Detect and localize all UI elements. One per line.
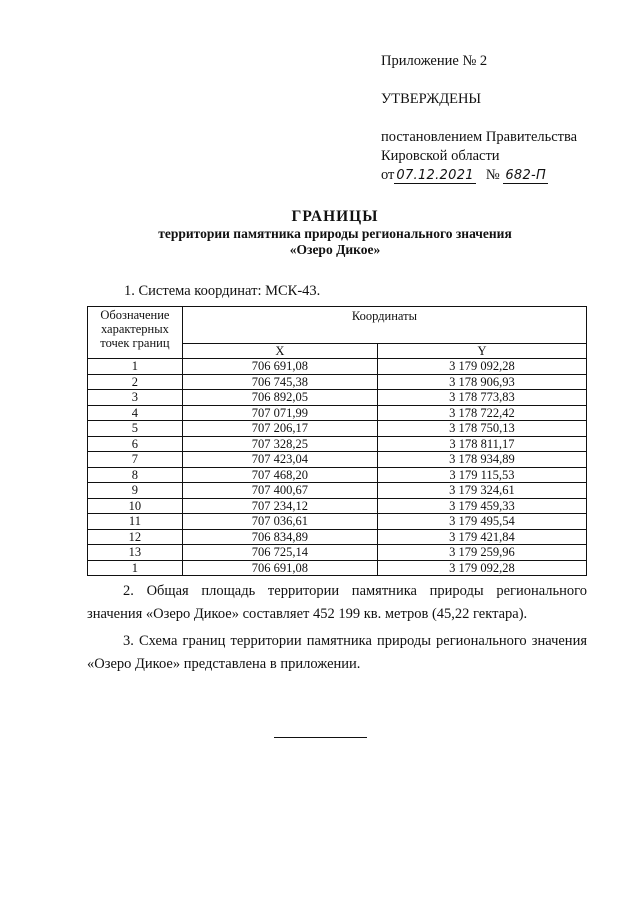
cell-x: 706 691,08 [182, 359, 377, 375]
decree-date-line [381, 166, 621, 185]
approved-label: УТВЕРЖДЕНЫ [381, 91, 482, 107]
cell-y: 3 178 773,83 [377, 390, 586, 406]
cell-x: 707 206,17 [182, 421, 377, 437]
scheme-paragraph: 3. Схема границ территории памятника природы регионального значения «Озеро Дикое» представлена в приложении. [87, 633, 587, 672]
x-header: X [182, 344, 377, 359]
cell-point: 10 [88, 498, 183, 514]
table-row [88, 452, 587, 468]
y-header: Y [377, 344, 586, 359]
cell-point: 9 [88, 483, 183, 499]
cell-x: 706 834,89 [182, 529, 377, 545]
point-label-header-line-3: точек границ [100, 336, 170, 350]
approval-header [381, 52, 621, 185]
decree-date: 07.12.2021 [396, 168, 474, 183]
cell-y: 3 179 421,84 [377, 529, 586, 545]
table-row [88, 359, 587, 375]
table-row [88, 390, 587, 406]
cell-point: 4 [88, 405, 183, 421]
title-line-3: «Озеро Дикое» [289, 242, 381, 257]
table-row [88, 498, 587, 514]
appendix-label: Приложение № 2 [381, 53, 488, 69]
end-divider [274, 737, 367, 738]
area-paragraph: 2. Общая площадь территории памятника природы регионального значения «Озеро Дикое» составляет 452 199 кв. метров (45,22 гектара). [87, 583, 587, 622]
cell-point: 5 [88, 421, 183, 437]
decree-number: 682-П [505, 168, 547, 183]
cell-y: 3 178 811,17 [377, 436, 586, 452]
cell-y: 3 178 934,89 [377, 452, 586, 468]
cell-y: 3 179 495,54 [377, 514, 586, 530]
point-label-header-line-1: Обозначение [100, 308, 170, 322]
cell-point: 6 [88, 436, 183, 452]
title-line-2: территории памятника природы регионального значения [158, 226, 512, 241]
cell-x: 707 234,12 [182, 498, 377, 514]
date-prefix: от [381, 167, 395, 183]
document-title [60, 208, 610, 258]
table-row [88, 421, 587, 437]
table-row [88, 374, 587, 390]
table-row [88, 529, 587, 545]
cell-point: 13 [88, 545, 183, 561]
cell-y: 3 178 906,93 [377, 374, 586, 390]
cell-y: 3 178 750,13 [377, 421, 586, 437]
cell-point: 7 [88, 452, 183, 468]
cell-point: 8 [88, 467, 183, 483]
number-prefix: № [485, 167, 500, 183]
cell-x: 707 423,04 [182, 452, 377, 468]
table-row [88, 545, 587, 561]
cell-point: 2 [88, 374, 183, 390]
cell-point: 11 [88, 514, 183, 530]
coordinate-system: 1. Система координат: МСК-43. [124, 283, 321, 299]
cell-y: 3 179 092,28 [377, 359, 586, 375]
cell-y: 3 179 459,33 [377, 498, 586, 514]
cell-x: 707 071,99 [182, 405, 377, 421]
table-row [88, 560, 587, 576]
point-label-header-line-2: характерных [100, 322, 169, 336]
table-row [88, 436, 587, 452]
point-label-header [88, 307, 183, 359]
cell-y: 3 179 115,53 [377, 467, 586, 483]
cell-x: 707 036,61 [182, 514, 377, 530]
title-main: ГРАНИЦЫ [291, 208, 379, 225]
cell-x: 706 691,08 [182, 560, 377, 576]
cell-point: 1 [88, 560, 183, 576]
cell-point: 3 [88, 390, 183, 406]
decree-line-1: постановлением Правительства [381, 129, 578, 145]
cell-x: 707 328,25 [182, 436, 377, 452]
coordinates-header: Координаты [182, 307, 586, 344]
cell-x: 706 745,38 [182, 374, 377, 390]
cell-x: 706 725,14 [182, 545, 377, 561]
table-row [88, 483, 587, 499]
decree-line-2: Кировской области [381, 148, 500, 164]
coordinates-body [88, 359, 587, 576]
cell-point: 1 [88, 359, 183, 375]
coordinates-table [87, 306, 587, 576]
cell-y: 3 179 324,61 [377, 483, 586, 499]
cell-y: 3 179 092,28 [377, 560, 586, 576]
cell-point: 12 [88, 529, 183, 545]
cell-y: 3 179 259,96 [377, 545, 586, 561]
table-row [88, 467, 587, 483]
table-row [88, 514, 587, 530]
cell-x: 707 400,67 [182, 483, 377, 499]
table-row [88, 405, 587, 421]
cell-y: 3 178 722,42 [377, 405, 586, 421]
cell-x: 706 892,05 [182, 390, 377, 406]
cell-x: 707 468,20 [182, 467, 377, 483]
